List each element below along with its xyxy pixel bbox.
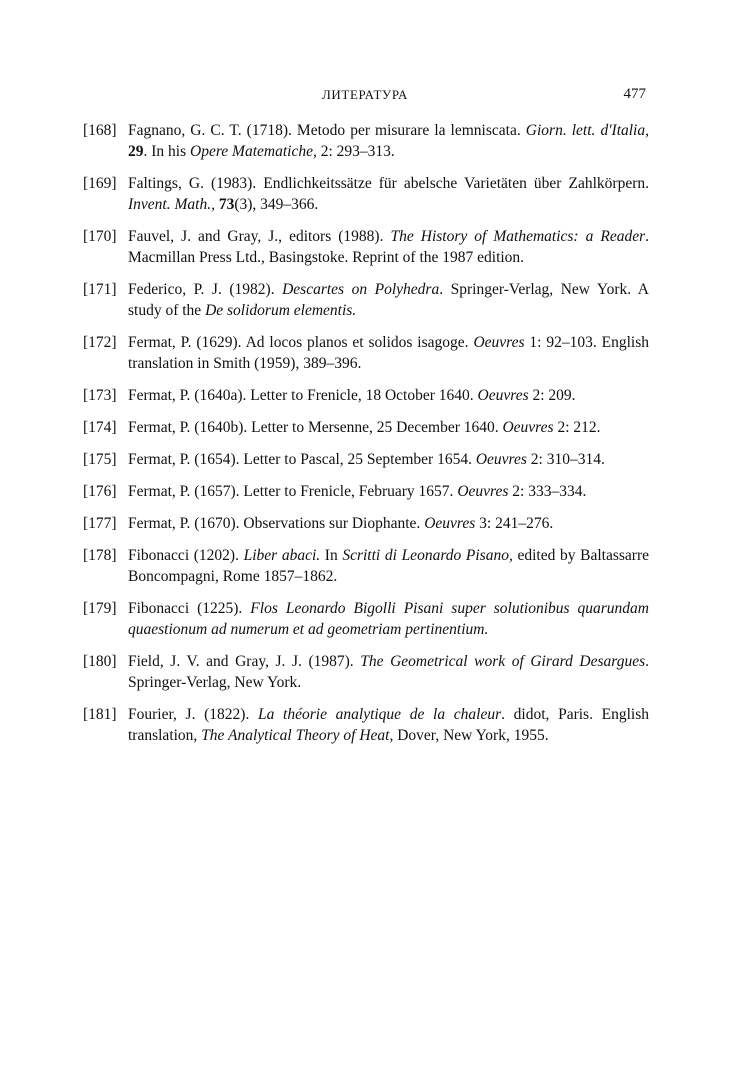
reference-segment: Fauvel, J. and Gray, J., editors (1988). bbox=[128, 228, 391, 245]
reference-segment: Fermat, P. (1629). Ad locos planos et solidos isagoge. bbox=[128, 334, 474, 351]
reference-segment: 2: 310–314. bbox=[526, 451, 605, 468]
reference-segment: 2: 333–334. bbox=[508, 483, 587, 500]
reference-italic-segment: Oeuvres bbox=[477, 387, 529, 404]
reference-text bbox=[128, 481, 649, 502]
reference-segment: Fibonacci (1202). bbox=[128, 547, 244, 564]
reference-italic-segment: Scritti di Leonardo Pisano, bbox=[342, 547, 513, 564]
reference-italic-segment: La théorie analytique de la chaleur bbox=[258, 706, 502, 723]
reference-italic-segment: Oeuvres bbox=[502, 419, 554, 436]
reference-italic-segment: Liber abaci. bbox=[243, 547, 321, 564]
reference-text bbox=[128, 173, 649, 215]
reference-segment: . didot, Paris. English translation, bbox=[128, 706, 649, 744]
running-title: ЛИТЕРАТУРА bbox=[322, 87, 408, 102]
reference-segment: . Macmillan Press Ltd., Basingstoke. Reprint of the 1987 edition. bbox=[128, 228, 650, 266]
reference-italic-segment: Oeuvres bbox=[473, 334, 525, 351]
reference-italic-segment: De solidorum elementis. bbox=[205, 302, 357, 319]
reference-number: [179] bbox=[83, 600, 117, 617]
reference-number: [175] bbox=[83, 451, 117, 468]
reference-text bbox=[128, 704, 649, 746]
reference-segment: 2: 212. bbox=[553, 419, 601, 436]
reference-text bbox=[128, 545, 649, 587]
reference-number: [169] bbox=[83, 175, 117, 192]
reference-number: [180] bbox=[83, 653, 117, 670]
reference-number: [171] bbox=[83, 281, 117, 298]
reference-number: [174] bbox=[83, 419, 117, 436]
reference-segment: Dover, New York, 1955. bbox=[393, 727, 549, 744]
reference-number: [168] bbox=[83, 122, 117, 139]
reference-number: [177] bbox=[83, 515, 117, 532]
reference-segment: Fagnano, G. C. T. (1718). Metodo per misurare la lemniscata. bbox=[128, 122, 526, 139]
page-number: 477 bbox=[623, 86, 646, 102]
reference-italic-segment: Opere Matematiche, bbox=[190, 143, 317, 160]
reference-italic-segment: The Geometrical work of Girard Desargues bbox=[360, 653, 646, 670]
reference-bold-segment: 29 bbox=[128, 143, 144, 160]
reference-entry bbox=[83, 545, 649, 587]
reference-text bbox=[128, 226, 649, 268]
reference-text bbox=[128, 417, 649, 438]
reference-entry bbox=[83, 332, 649, 374]
reference-segment: . Springer-Verlag, New York. bbox=[128, 653, 649, 691]
reference-text bbox=[128, 332, 649, 374]
reference-italic-segment: Oeuvres bbox=[457, 483, 509, 500]
reference-italic-segment: Oeuvres bbox=[424, 515, 476, 532]
reference-entry bbox=[83, 449, 649, 470]
reference-italic-segment: Invent. Math., bbox=[128, 196, 215, 213]
reference-entry bbox=[83, 651, 649, 693]
reference-list bbox=[83, 120, 649, 757]
reference-number: [172] bbox=[83, 334, 117, 351]
reference-entry bbox=[83, 226, 649, 268]
reference-number: [181] bbox=[83, 706, 117, 723]
reference-italic-segment: Oeuvres bbox=[475, 451, 527, 468]
reference-number: [178] bbox=[83, 547, 117, 564]
reference-entry bbox=[83, 598, 649, 640]
reference-segment: Fermat, P. (1670). Observations sur Diophante. bbox=[128, 515, 425, 532]
reference-segment: (3), 349–366. bbox=[234, 196, 319, 213]
page-header bbox=[0, 86, 730, 106]
reference-segment: . In his bbox=[143, 143, 190, 160]
reference-segment: Fermat, P. (1657). Letter to Frenicle, February 1657. bbox=[128, 483, 458, 500]
reference-entry bbox=[83, 279, 649, 321]
reference-text bbox=[128, 651, 649, 693]
reference-text bbox=[128, 449, 649, 470]
reference-entry bbox=[83, 417, 649, 438]
reference-text bbox=[128, 385, 649, 406]
reference-segment: Fermat, P. (1640b). Letter to Mersenne, 25 December 1640. bbox=[128, 419, 503, 436]
reference-segment: 2: 293–313. bbox=[316, 143, 395, 160]
reference-text bbox=[128, 598, 649, 640]
reference-segment: . Springer-Verlag, New York. A study of the bbox=[128, 281, 649, 319]
reference-segment: Fibonacci (1225). bbox=[128, 600, 251, 617]
reference-segment: Faltings, G. (1983). Endlichkeitssätze für abelsche Varietäten über Zahlkörpern. bbox=[128, 175, 649, 192]
reference-italic-segment: The History of Mathematics: a Reader bbox=[390, 228, 646, 245]
reference-segment: edited by Baltassarre Boncompagni, Rome 1857–1862. bbox=[128, 547, 649, 585]
reference-number: [173] bbox=[83, 387, 117, 404]
reference-segment: Fermat, P. (1654). Letter to Pascal, 25 September 1654. bbox=[128, 451, 476, 468]
reference-text bbox=[128, 513, 649, 534]
reference-segment: Federico, P. J. (1982). bbox=[128, 281, 283, 298]
reference-italic-segment: Flos Leonardo Bigolli Pisani super solutionibus quarundam quaestionum ad numerum et ad geometriam pertinentium. bbox=[128, 600, 649, 638]
reference-bold-segment: 73 bbox=[218, 196, 235, 213]
reference-segment: In bbox=[320, 547, 343, 564]
reference-entry bbox=[83, 173, 649, 215]
reference-italic-segment: Descartes on Polyhedra bbox=[282, 281, 440, 298]
reference-segment: Field, J. V. and Gray, J. J. (1987). bbox=[128, 653, 361, 670]
reference-segment: 3: 241–276. bbox=[475, 515, 554, 532]
reference-entry bbox=[83, 481, 649, 502]
reference-entry bbox=[83, 513, 649, 534]
reference-number: [176] bbox=[83, 483, 117, 500]
reference-number: [170] bbox=[83, 228, 117, 245]
reference-italic-segment: Giorn. lett. d'Italia, bbox=[525, 122, 649, 139]
reference-entry bbox=[83, 385, 649, 406]
reference-segment: 2: 209. bbox=[528, 387, 576, 404]
reference-italic-segment: The Analytical Theory of Heat, bbox=[201, 727, 394, 744]
reference-text bbox=[128, 120, 649, 162]
reference-entry bbox=[83, 120, 649, 162]
reference-entry bbox=[83, 704, 649, 746]
reference-segment: Fermat, P. (1640a). Letter to Frenicle, 18 October 1640. bbox=[128, 387, 478, 404]
reference-text bbox=[128, 279, 649, 321]
reference-segment: Fourier, J. (1822). bbox=[128, 706, 259, 723]
reference-segment: 1: 92–103. English translation in Smith (1959), 389–396. bbox=[128, 334, 649, 372]
